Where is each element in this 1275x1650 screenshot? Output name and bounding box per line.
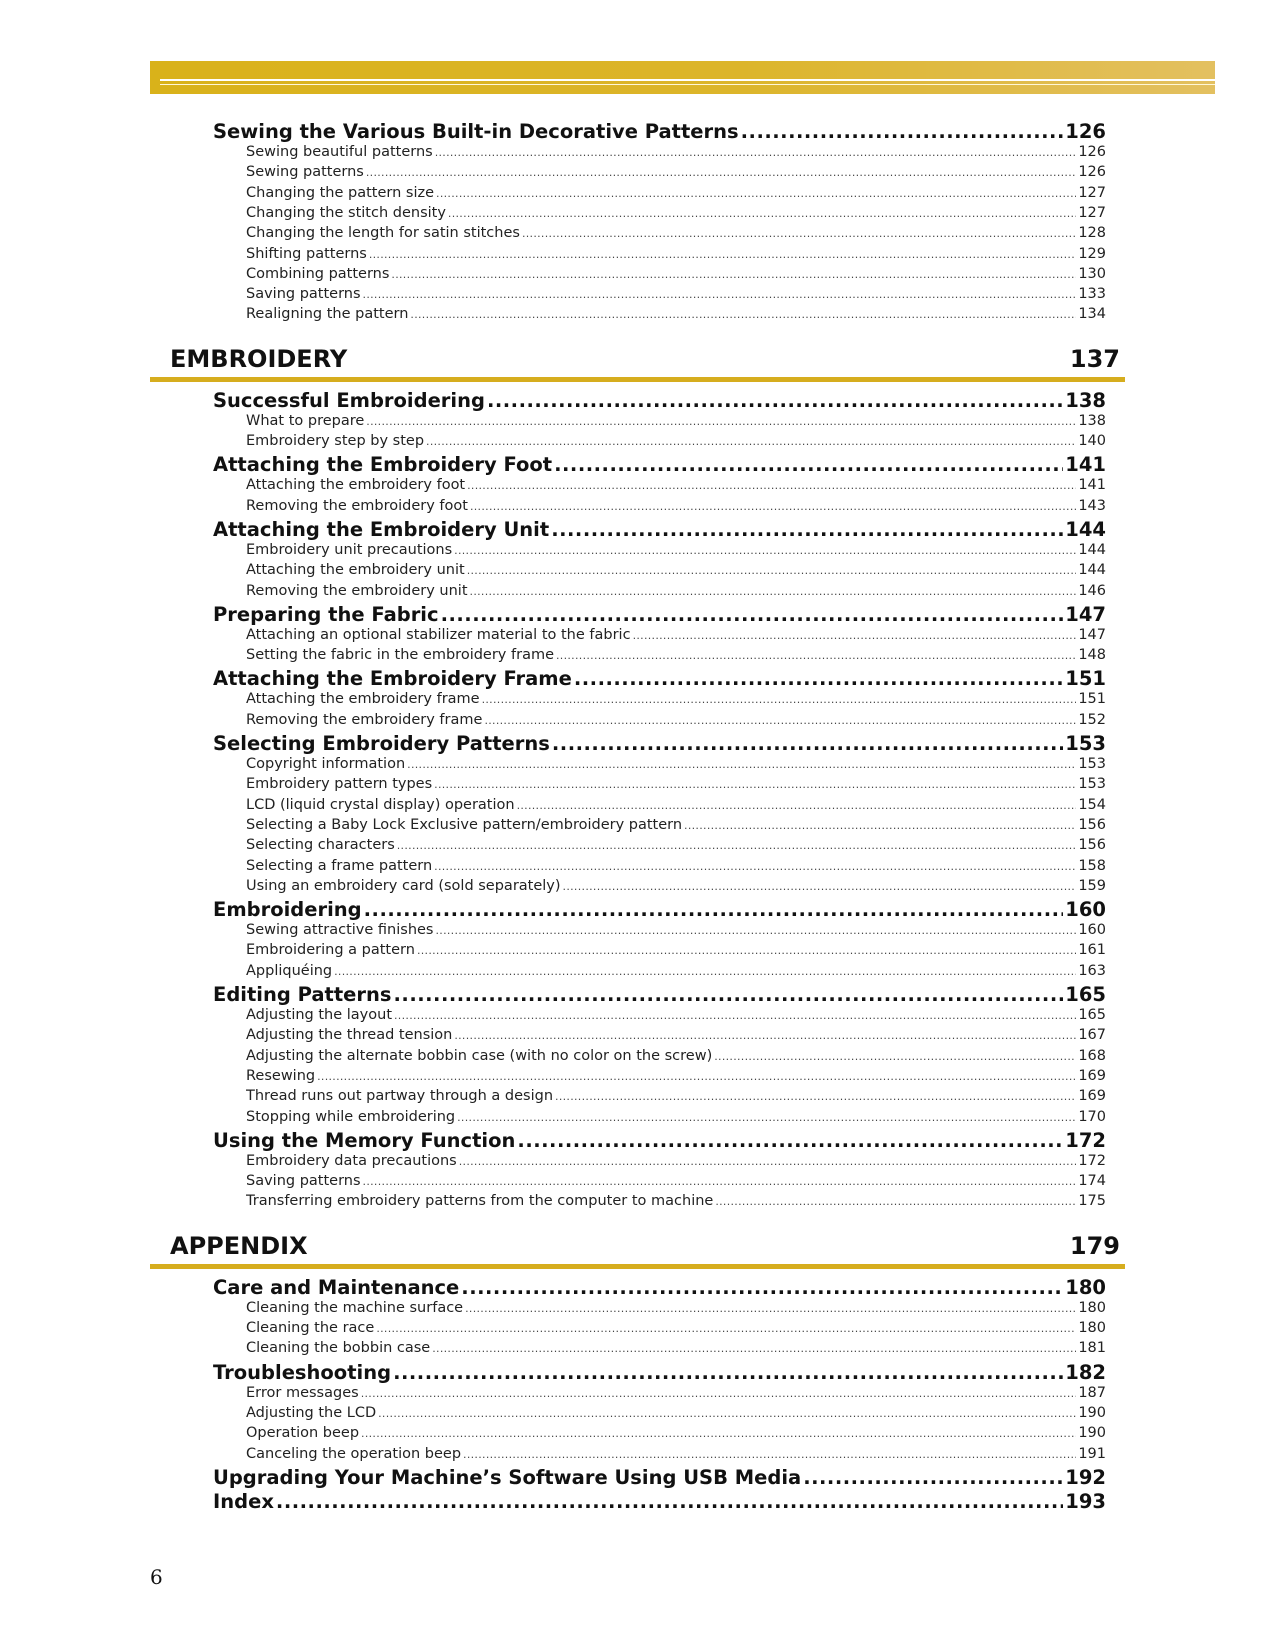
toc-section-entry[interactable]: [213, 1276, 1106, 1301]
entry-page-number: 143: [1078, 497, 1106, 514]
dot-leader: [432, 1342, 1076, 1355]
entry-title: Attaching the embroidery foot: [246, 477, 466, 494]
dot-leader: [426, 435, 1076, 448]
entry-page-number: 129: [1078, 245, 1106, 262]
dot-leader: [435, 146, 1077, 159]
entry-title: Embroidery pattern types: [246, 776, 433, 793]
entry-title: Removing the embroidery unit: [246, 582, 468, 599]
toc-subsection-entry[interactable]: [246, 1300, 1106, 1320]
entry-page-number: 127: [1078, 184, 1106, 201]
entry-title: Copyright information: [246, 756, 406, 772]
dot-leader: [684, 819, 1076, 832]
entry-page-number: 138: [1078, 412, 1106, 429]
chapter-page: 137: [1069, 344, 1120, 373]
entry-page-number: 182: [1065, 1360, 1106, 1384]
entry-page-number: 134: [1078, 306, 1106, 323]
entry-title: Selecting a Baby Lock Exclusive pattern/embroidery pattern: [246, 816, 683, 833]
entry-page-number: 144: [1078, 541, 1106, 558]
dot-leader: [633, 629, 1077, 642]
toc-subsection-entry[interactable]: [246, 797, 1106, 817]
entry-page-number: 175: [1078, 1193, 1106, 1210]
entry-page-number: 130: [1078, 265, 1106, 282]
toc-section-entry[interactable]: [213, 453, 1106, 478]
entry-page-number: 158: [1078, 857, 1106, 874]
entry-title: Successful Embroidering: [213, 388, 485, 412]
toc-subsection-entry[interactable]: [246, 185, 1106, 205]
dot-leader: [369, 248, 1076, 261]
entry-title: Adjusting the layout: [246, 1007, 393, 1023]
entry-title: Combining patterns: [246, 265, 390, 282]
dot-leader: [393, 1361, 1063, 1384]
toc-subsection-entry[interactable]: [246, 942, 1106, 962]
dot-leader: [366, 415, 1076, 428]
toc-subsection-entry[interactable]: [246, 858, 1106, 878]
dot-leader: [459, 1155, 1077, 1168]
entry-page-number: 144: [1078, 562, 1106, 579]
toc-subsection-entry[interactable]: [246, 756, 1106, 776]
toc-subsection-entry[interactable]: [246, 1385, 1106, 1405]
entry-title: Removing the embroidery frame: [246, 711, 483, 728]
toc-subsection-entry[interactable]: [246, 306, 1106, 326]
entry-title: LCD (liquid crystal display) operation: [246, 796, 515, 813]
entry-title: Resewing: [246, 1067, 316, 1084]
chapter-heading-appendix[interactable]: [170, 1232, 1120, 1260]
dot-leader: [556, 649, 1076, 662]
entry-title: Selecting characters: [246, 837, 395, 854]
chapter-rule: [150, 1264, 1125, 1269]
entry-page-number: 165: [1078, 1007, 1106, 1023]
dot-leader: [482, 693, 1077, 706]
entry-title: Selecting Embroidery Patterns: [213, 732, 550, 755]
entry-page-number: 163: [1078, 962, 1106, 979]
dot-leader: [436, 187, 1076, 200]
dot-leader: [436, 924, 1077, 937]
entry-page-number: 141: [1078, 477, 1106, 494]
toc-section-entry[interactable]: [213, 1466, 1106, 1491]
entry-page-number: 191: [1078, 1445, 1106, 1462]
dot-leader: [741, 120, 1064, 143]
entry-page-number: 168: [1078, 1047, 1106, 1064]
toc-subsection-entry[interactable]: [246, 1027, 1106, 1047]
toc-subsection-entry[interactable]: [246, 1109, 1106, 1129]
dot-leader: [484, 714, 1076, 727]
entry-page-number: 151: [1078, 691, 1106, 708]
entry-title: Operation beep: [246, 1425, 360, 1442]
dot-leader: [334, 965, 1076, 978]
dot-leader: [276, 1490, 1063, 1513]
dot-leader: [574, 667, 1063, 690]
entry-page-number: 153: [1078, 776, 1106, 793]
entry-page-number: 126: [1078, 144, 1106, 160]
toc-subsection-entry[interactable]: [246, 205, 1106, 225]
toc-subsection-entry[interactable]: [246, 1425, 1106, 1445]
dot-leader: [554, 453, 1063, 476]
dot-leader: [366, 166, 1076, 179]
entry-page-number: 151: [1065, 667, 1106, 691]
dot-leader: [441, 603, 1064, 626]
toc-subsection-entry[interactable]: [246, 542, 1106, 562]
toc-section-entry[interactable]: [213, 120, 1106, 145]
entry-page-number: 172: [1065, 1128, 1106, 1152]
entry-title: Saving patterns: [246, 286, 361, 303]
dot-leader: [487, 389, 1063, 412]
entry-title: Selecting a frame pattern: [246, 857, 433, 874]
dot-leader: [803, 1466, 1063, 1489]
dot-leader: [454, 544, 1076, 557]
entry-title: Embroidering a pattern: [246, 942, 415, 959]
toc-subsection-entry[interactable]: [246, 837, 1106, 857]
dot-leader: [563, 880, 1077, 893]
entry-title: Attaching an optional stabilizer material to the fabric: [246, 626, 631, 643]
entry-title: Troubleshooting: [213, 1360, 392, 1384]
entry-page-number: 141: [1065, 453, 1106, 477]
entry-page-number: 187: [1078, 1384, 1106, 1401]
dot-leader: [552, 732, 1063, 755]
header-band: [150, 61, 1215, 94]
entry-page-number: 152: [1078, 711, 1106, 728]
dot-leader: [391, 268, 1076, 281]
dot-leader: [361, 1427, 1076, 1440]
toc-section-entry[interactable]: [213, 1129, 1106, 1154]
entry-page-number: 190: [1078, 1425, 1106, 1442]
dot-leader: [715, 1195, 1076, 1208]
entry-page-number: 180: [1078, 1299, 1106, 1316]
toc-subsection-entry[interactable]: [246, 1048, 1106, 1068]
toc-section-entry[interactable]: [213, 983, 1106, 1008]
entry-page-number: 180: [1078, 1320, 1106, 1336]
dot-leader: [517, 799, 1077, 812]
chapter-heading-embroidery[interactable]: [170, 345, 1120, 373]
entry-page-number: 167: [1078, 1027, 1106, 1044]
entry-title: Adjusting the thread tension: [246, 1027, 453, 1044]
entry-title: Sewing patterns: [246, 164, 364, 181]
entry-title: Shifting patterns: [246, 245, 367, 262]
entry-page-number: 153: [1078, 756, 1106, 772]
entry-title: Attaching the Embroidery Foot: [213, 453, 553, 477]
dot-leader: [397, 839, 1077, 852]
toc-subsection-entry[interactable]: [246, 963, 1106, 983]
dot-leader: [434, 860, 1076, 873]
dot-leader: [714, 1050, 1076, 1063]
entry-title: Cleaning the race: [246, 1320, 375, 1336]
toc-subsection-entry[interactable]: [246, 1068, 1106, 1088]
dot-leader: [470, 585, 1077, 598]
toc-section-entry[interactable]: [213, 1490, 1106, 1515]
dot-leader: [463, 1448, 1076, 1461]
entry-title: Adjusting the alternate bobbin case (with no color on the screw): [246, 1047, 713, 1064]
entry-page-number: 190: [1078, 1404, 1106, 1421]
toc-subsection-entry[interactable]: [246, 498, 1106, 518]
entry-page-number: 156: [1078, 816, 1106, 833]
toc-subsection-entry[interactable]: [246, 1193, 1106, 1213]
entry-title: Sewing the Various Built-in Decorative Patterns: [213, 120, 739, 143]
entry-title: Changing the pattern size: [246, 184, 435, 201]
dot-leader: [517, 1129, 1063, 1152]
entry-page-number: 138: [1065, 388, 1106, 412]
toc-subsection-entry[interactable]: [246, 817, 1106, 837]
dot-leader: [454, 1029, 1076, 1042]
entry-page-number: 192: [1065, 1465, 1106, 1489]
entry-title: Changing the length for satin stitches: [246, 225, 520, 242]
toc-section-entry[interactable]: [213, 732, 1106, 757]
entry-title: Saving patterns: [246, 1173, 361, 1190]
entry-title: Embroidery unit precautions: [246, 541, 453, 558]
entry-title: Stopping while embroidering: [246, 1108, 456, 1125]
dot-leader: [417, 944, 1076, 957]
entry-title: Attaching the embroidery frame: [246, 691, 480, 708]
entry-page-number: 169: [1078, 1088, 1106, 1105]
entry-page-number: 172: [1078, 1152, 1106, 1169]
entry-page-number: 174: [1078, 1173, 1106, 1190]
toc-subsection-entry[interactable]: [246, 627, 1106, 647]
toc-subsection-entry[interactable]: [246, 1153, 1106, 1173]
dot-leader: [364, 898, 1064, 921]
toc-subsection-entry[interactable]: [246, 144, 1106, 164]
entry-page-number: 148: [1078, 647, 1106, 664]
entry-title: Embroidery step by step: [246, 433, 425, 449]
entry-title: Canceling the operation beep: [246, 1445, 462, 1462]
toc-subsection-entry[interactable]: [246, 1320, 1106, 1340]
entry-page-number: 160: [1065, 898, 1106, 922]
toc-subsection-entry[interactable]: [246, 1007, 1106, 1027]
entry-title: Transferring embroidery patterns from the computer to machine: [246, 1193, 714, 1210]
dot-leader: [378, 1407, 1076, 1420]
entry-page-number: 154: [1078, 796, 1106, 813]
entry-title: Removing the embroidery foot: [246, 497, 468, 514]
dot-leader: [363, 1175, 1077, 1188]
entry-title: Embroidering: [213, 898, 362, 922]
chapter-rule: [150, 377, 1125, 382]
entry-page-number: 161: [1078, 942, 1106, 959]
header-rule: [160, 79, 1215, 81]
toc-subsection-entry[interactable]: [246, 246, 1106, 266]
toc-subsection-entry[interactable]: [246, 647, 1106, 667]
toc-section-entry[interactable]: [213, 898, 1106, 923]
toc-subsection-entry[interactable]: [246, 583, 1106, 603]
toc-subsection-entry[interactable]: [246, 878, 1106, 898]
entry-page-number: 169: [1078, 1067, 1106, 1084]
dot-leader: [465, 1302, 1076, 1315]
dot-leader: [317, 1070, 1076, 1083]
dot-leader: [461, 1276, 1063, 1299]
toc-subsection-entry[interactable]: [246, 433, 1106, 453]
entry-title: Index: [213, 1489, 274, 1513]
dot-leader: [407, 758, 1076, 771]
dot-leader: [434, 778, 1076, 791]
toc-section-entry[interactable]: [213, 518, 1106, 543]
entry-page-number: 140: [1078, 433, 1106, 449]
entry-page-number: 160: [1078, 922, 1106, 939]
entry-title: Realigning the pattern: [246, 306, 409, 323]
toc-subsection-entry[interactable]: [246, 477, 1106, 497]
entry-title: Upgrading Your Machine’s Software Using USB Media: [213, 1465, 802, 1489]
entry-title: Preparing the Fabric: [213, 602, 439, 626]
entry-title: Sewing attractive finishes: [246, 922, 434, 939]
entry-title: Changing the stitch density: [246, 204, 446, 221]
entry-title: Cleaning the machine surface: [246, 1299, 464, 1316]
entry-page-number: 126: [1065, 120, 1106, 143]
dot-leader: [376, 1322, 1076, 1335]
toc-subsection-entry[interactable]: [246, 286, 1106, 306]
dot-leader: [470, 500, 1076, 513]
entry-page-number: 153: [1065, 732, 1106, 755]
entry-page-number: 127: [1078, 204, 1106, 221]
entry-title: Error messages: [246, 1384, 359, 1401]
toc-subsection-entry[interactable]: [246, 266, 1106, 286]
header-rule-thin: [160, 84, 1215, 85]
toc-section-entry[interactable]: [213, 389, 1106, 414]
entry-page-number: 146: [1078, 582, 1106, 599]
dot-leader: [551, 518, 1063, 541]
dot-leader: [522, 227, 1076, 240]
toc-subsection-entry[interactable]: [246, 1173, 1106, 1193]
dot-leader: [361, 1387, 1077, 1400]
dot-leader: [467, 564, 1077, 577]
dot-leader: [394, 983, 1064, 1006]
entry-page-number: 147: [1078, 626, 1106, 643]
toc-subsection-entry[interactable]: [246, 691, 1106, 711]
entry-title: Thread runs out partway through a design: [246, 1088, 554, 1105]
entry-title: Embroidery data precautions: [246, 1152, 457, 1169]
toc-section-entry[interactable]: [213, 1361, 1106, 1386]
entry-title: Appliquéing: [246, 962, 333, 979]
toc-subsection-entry[interactable]: [246, 1446, 1106, 1466]
entry-title: Attaching the Embroidery Frame: [213, 667, 572, 691]
dot-leader: [555, 1090, 1076, 1103]
toc-subsection-entry[interactable]: [246, 1088, 1106, 1108]
entry-title: Care and Maintenance: [213, 1275, 460, 1299]
toc-subsection-entry[interactable]: [246, 712, 1106, 732]
entry-title: Using an embroidery card (sold separately): [246, 877, 561, 894]
dot-leader: [394, 1009, 1076, 1022]
dot-leader: [410, 308, 1076, 321]
entry-title: What to prepare: [246, 412, 365, 429]
entry-title: Attaching the embroidery unit: [246, 562, 465, 579]
toc-subsection-entry[interactable]: [246, 413, 1106, 433]
entry-title: Editing Patterns: [213, 983, 392, 1006]
toc-subsection-entry[interactable]: [246, 1405, 1106, 1425]
dot-leader: [467, 479, 1076, 492]
toc-subsection-entry[interactable]: [246, 562, 1106, 582]
toc-subsection-entry[interactable]: [246, 1340, 1106, 1360]
entry-title: Cleaning the bobbin case: [246, 1340, 431, 1357]
entry-page-number: 133: [1078, 286, 1106, 303]
entry-page-number: 181: [1078, 1340, 1106, 1357]
dot-leader: [363, 288, 1077, 301]
entry-page-number: 170: [1078, 1108, 1106, 1125]
dot-leader: [448, 207, 1076, 220]
entry-title: Adjusting the LCD: [246, 1404, 377, 1421]
entry-page-number: 180: [1065, 1275, 1106, 1299]
chapter-title: EMBROIDERY: [170, 344, 348, 373]
toc-section-entry[interactable]: [213, 667, 1106, 692]
toc-subsection-entry[interactable]: [246, 164, 1106, 184]
entry-title: Sewing beautiful patterns: [246, 144, 433, 160]
toc-subsection-entry[interactable]: [246, 225, 1106, 245]
dot-leader: [457, 1111, 1076, 1124]
toc-subsection-entry[interactable]: [246, 922, 1106, 942]
toc-subsection-entry[interactable]: [246, 776, 1106, 796]
entry-page-number: 165: [1065, 983, 1106, 1006]
entry-page-number: 126: [1078, 164, 1106, 181]
entry-title: Using the Memory Function: [213, 1128, 516, 1152]
entry-title: Attaching the Embroidery Unit: [213, 517, 550, 541]
entry-page-number: 159: [1078, 877, 1106, 894]
page-number: 6: [150, 1565, 163, 1589]
toc-section-entry[interactable]: [213, 603, 1106, 628]
entry-page-number: 147: [1065, 602, 1106, 626]
entry-page-number: 128: [1078, 225, 1106, 242]
entry-page-number: 144: [1065, 517, 1106, 541]
entry-title: Setting the fabric in the embroidery frame: [246, 647, 554, 664]
chapter-page: 179: [1069, 1231, 1120, 1260]
entry-page-number: 156: [1078, 837, 1106, 854]
chapter-title: APPENDIX: [170, 1231, 308, 1260]
entry-page-number: 193: [1065, 1489, 1106, 1513]
